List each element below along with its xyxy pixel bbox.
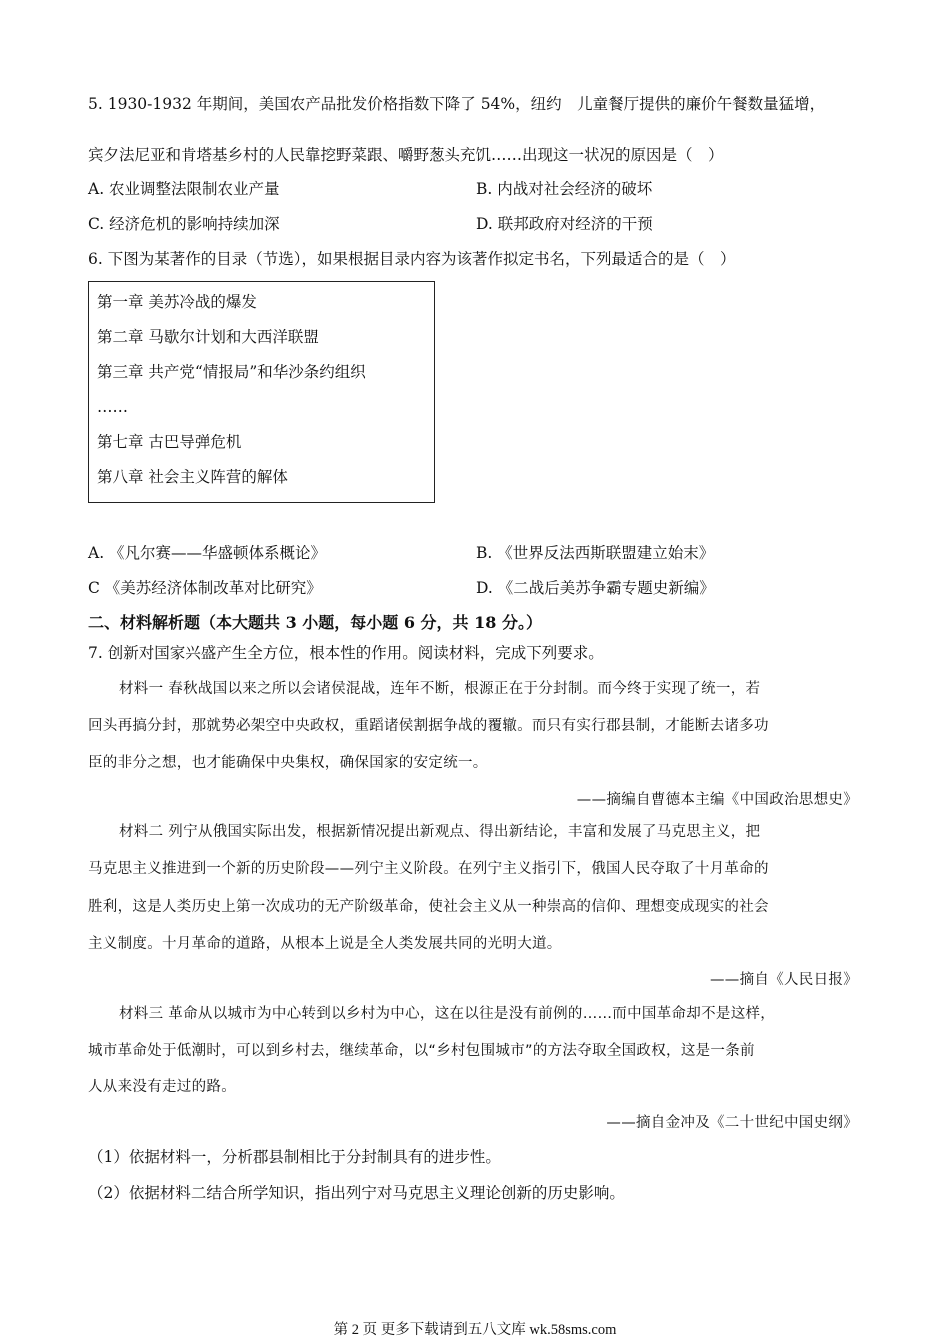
material-1-line: 回头再搞分封，那就势必架空中央政权，重蹈诸侯割据争战的覆辙。而只有实行郡县制，才能断去诸多功 [88,718,769,734]
material-1-line: 材料一 春秋战国以来之所以会诸侯混战，连年不断，根源正在于分封制。而今终于实现了统一，若 [119,681,761,697]
material-3-line: 材料三 革命从以城市为中心转到以乡村为中心，这在以往是没有前例的……而中国革命却不是这样， [119,1006,776,1022]
material-2-source: ——摘自《人民日报》 [710,972,858,988]
section-title: 二、材料解析题（本大题共 3 小题，每小题 6 分，共 18 分。） [88,613,542,632]
q6-stem: 6. 下图为某著作的目录（节选），如果根据目录内容为该著作拟定书名，下列最适合的是（ ） [88,250,736,268]
material-1-source: ——摘编自曹德本主编《中国政治思想史》 [576,792,858,808]
material-2-line: 主义制度。十月革命的道路，从根本上说是全人类发展共同的光明大道。 [88,936,562,952]
material-3-line: 人从来没有走过的路。 [88,1079,236,1095]
material-2-line: 胜利，这是人类历史上第一次成功的无产阶级革命，使社会主义从一种崇高的信仰、理想变成现实的社会 [88,899,769,915]
material-3-line: 城市革命处于低潮时，可以到乡村去，继续革命，以“乡村包围城市”的方法夺取全国政权，这是一条前 [88,1043,755,1059]
q5-stem-line1: 5. 1930-1932 年期间，美国农产品批发价格指数下降了 54%，纽约 儿童餐厅提供的廉价午餐数量猛增， [88,95,826,113]
q6-option-b: B. 《世界反法西斯联盟建立始末》 [476,544,715,562]
q5-option-b: B. 内战对社会经济的破坏 [476,180,653,198]
q5-option-d: D. 联邦政府对经济的干预 [476,215,653,233]
q7-subquestion-2: （2）依据材料二结合所学知识，指出列宁对马克思主义理论创新的历史影响。 [88,1184,625,1202]
toc-ellipsis: …… [97,398,128,416]
q5-option-c: C. 经济危机的影响持续加深 [88,215,280,233]
toc-line: 第七章 古巴导弹危机 [97,433,242,451]
toc-line: 第一章 美苏冷战的爆发 [97,293,257,311]
q6-option-a: A. 《凡尔赛——华盛顿体系概论》 [88,544,327,562]
q5-option-a: A. 农业调整法限制农业产量 [88,180,280,198]
material-2-line: 马克思主义推进到一个新的历史阶段——列宁主义阶段。在列宁主义指引下，俄国人民夺取了十月革命的 [88,861,769,877]
q6-option-d: D. 《二战后美苏争霸专题史新编》 [476,579,715,597]
q5-stem-line2: 宾夕法尼亚和肯塔基乡村的人民靠挖野菜跟、嚼野葱头充饥……出现这一状况的原因是（ ） [88,146,724,164]
material-1-line: 臣的非分之想，也才能确保中央集权，确保国家的安定统一。 [88,755,488,771]
toc-line: 第二章 马歇尔计划和大西洋联盟 [97,328,319,346]
toc-line: 第三章 共产党“情报局”和华沙条约组织 [97,363,366,381]
material-2-line: 材料二 列宁从俄国实际出发，根据新情况提出新观点、得出新结论，丰富和发展了马克思主义，把 [119,824,761,840]
q7-subquestion-1: （1）依据材料一，分析郡县制相比于分封制具有的进步性。 [88,1148,501,1166]
q7-stem: 7. 创新对国家兴盛产生全方位，根本性的作用。阅读材料，完成下列要求。 [88,644,604,662]
page-footer: 第 2 页 更多下载请到五八文库 wk.58sms.com [333,1322,617,1338]
material-3-source: ——摘自金冲及《二十世纪中国史纲》 [606,1115,858,1131]
q6-option-c: C 《美苏经济体制改革对比研究》 [88,579,322,597]
toc-line: 第八章 社会主义阵营的解体 [97,468,288,486]
